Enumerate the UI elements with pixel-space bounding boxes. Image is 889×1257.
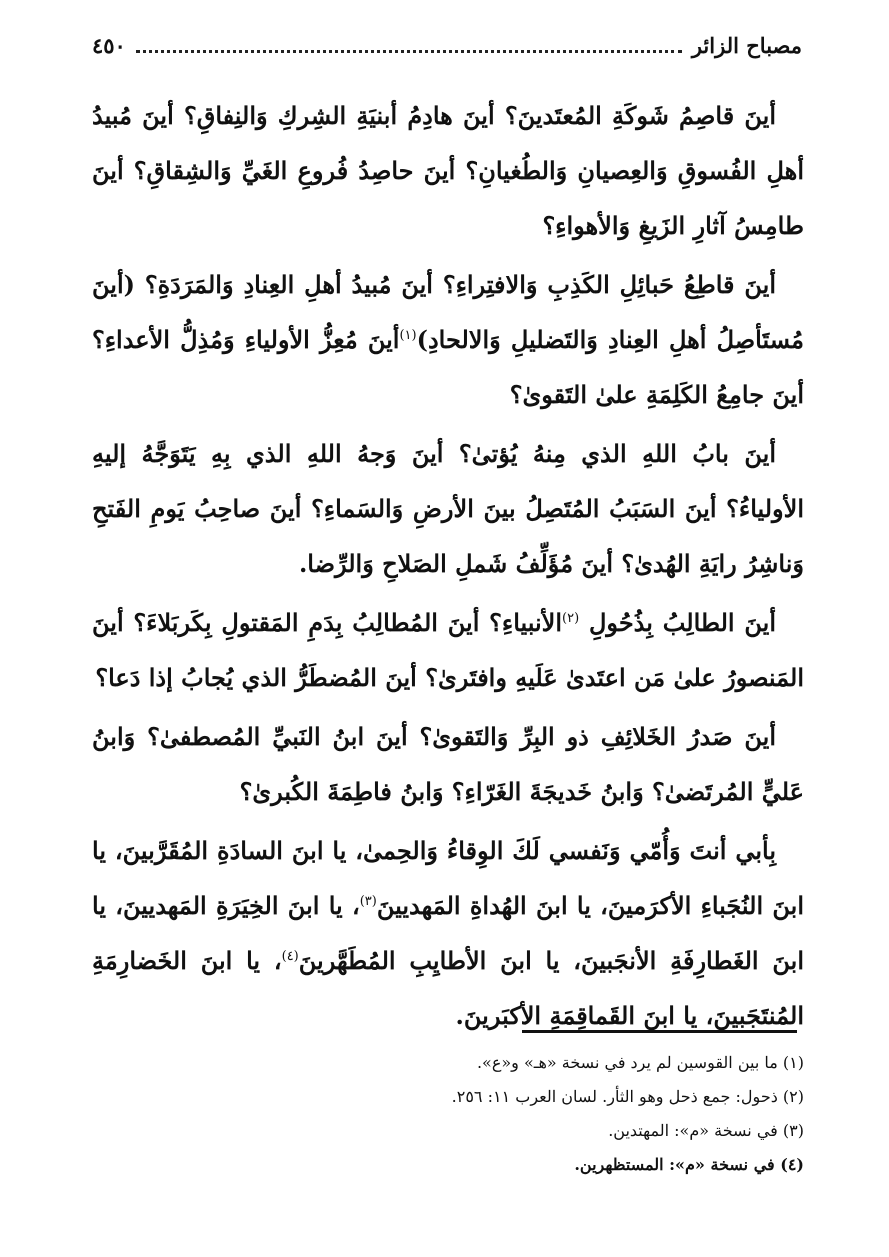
paragraph-text: ، يا ابنَ الخَضارِمَةِ المُنتَجَبينَ، يا ابنَ القَماقِمَةِ الأكبَرينَ.: [92, 946, 804, 1030]
paragraph-text: أينَ بابُ اللهِ الذي مِنهُ يُؤتىٰ؟ أينَ وَجهُ اللهِ الذي بِهِ يَتَوَجَّهُ إليهِ الأولياءُ؟ أينَ السَبَبُ المُتَصِلُ بينَ الأرضِ وَالسَماءِ؟ أينَ صاحِبُ يَومِ الفَتحِ وَناشِرُ رايَةِ الهُدىٰ؟ أينَ مُؤَلِّفُ شَملِ الصَلاحِ وَالرِّضا.: [92, 439, 805, 578]
footnote-1: (١) ما بين القوسين لم يرد في نسخة «هـ» و«ع».: [476, 1053, 804, 1072]
page-header: [92, 28, 802, 62]
page-number: ٤٥٠: [92, 32, 126, 58]
paragraph-text: بِأبي أنتَ وَأُمّي وَنَفسي لَكَ الوِقاءُ وَالحِمىٰ، يا ابنَ السادَةِ المُقَرَّبينَ، يا ابنَ النُجَباءِ الأكرَمينَ، يا ابنَ الهُداةِ المَهديينَ: [92, 836, 805, 920]
footnote-marker: (٣): [359, 894, 377, 909]
footnotes: [92, 1046, 804, 1182]
footnote-marker: (٤): [281, 949, 299, 964]
paragraph-text: أينَ قاصِمُ شَوكَةِ المُعتَدينَ؟ أينَ هادِمُ أبنيَةِ الشِركِ وَالنِفاقِ؟ أينَ مُبيدُ أهلِ الفُسوقِ وَالعِصيانِ وَالطُغيانِ؟ أينَ حاصِدُ فُروعِ الغَيِّ وَالشِقاقِ؟ أينَ طامِسُ آثارِ الزَيغِ وَالأهواءِ؟: [92, 101, 805, 240]
paragraph-5: [92, 709, 804, 819]
paragraph-4: [92, 595, 804, 705]
footnote-marker: (٢): [562, 611, 580, 626]
paragraph-text: الأنبياءِ؟ أينَ المُطالِبُ بِدَمِ المَقتولِ بِكَربَلاءَ؟ أينَ المَنصورُ علىٰ مَن اعتَدىٰ عَلَيهِ وافتَرىٰ؟ أينَ المُضطَرُّ الذي يُجابُ إذا دَعا؟: [92, 608, 804, 692]
paragraph-6: [92, 823, 804, 1043]
paragraph-1: [92, 88, 804, 253]
footnote-marker: (١): [399, 328, 417, 343]
paragraph-text: أينَ مُعِزُّ الأولياءِ وَمُذِلُّ الأعداءِ؟ أينَ جامِعُ الكَلِمَةِ علىٰ التَقوىٰ؟: [92, 325, 804, 409]
paragraph-3: [92, 426, 804, 591]
paragraph-text: ، يا ابنَ الخِيَرَةِ المَهديينَ، يا ابنَ الغَطارِفَةِ الأنجَبينَ، يا ابنَ الأطايِبِ المُطَهَّرينَ: [92, 891, 804, 975]
paragraph-2: [92, 257, 804, 422]
running-title: مصباح الزائر: [691, 32, 802, 58]
paragraph-text: أينَ الطالِبُ بِذُحُولِ: [588, 608, 777, 637]
paragraph-text: أينَ قاطِعُ حَبائِلِ الكَذِبِ وَالافتِراءِ؟ أينَ مُبيدُ أهلِ العِنادِ وَالمَرَدَةِ؟ (أينَ مُستَأصِلُ أهلِ العِنادِ وَالتَضليلِ وَالالحادِ): [92, 270, 804, 354]
paragraph-text: أينَ صَدرُ الخَلائِفِ ذو البِرِّ وَالتَقوىٰ؟ أينَ ابنُ النَبيِّ المُصطفىٰ؟ وَابنُ عَليٍّ المُرتَضىٰ؟ وَابنُ خَديجَةَ الغَرّاءِ؟ وَابنُ فاطِمَةَ الكُبرىٰ؟: [92, 722, 804, 806]
footnote-separator: [522, 1030, 797, 1033]
main-text: [92, 88, 804, 1047]
footnote-4: (٤) في نسخة «م»: المستظهرين.: [574, 1155, 804, 1174]
header-dotted-leader: [136, 50, 682, 53]
footnote-2: (٢) ذحول: جمع ذحل وهو الثأر. لسان العرب ١١: ٢٥٦.: [451, 1087, 804, 1106]
footnote-3: (٣) في نسخة «م»: المهتدين.: [608, 1121, 804, 1140]
